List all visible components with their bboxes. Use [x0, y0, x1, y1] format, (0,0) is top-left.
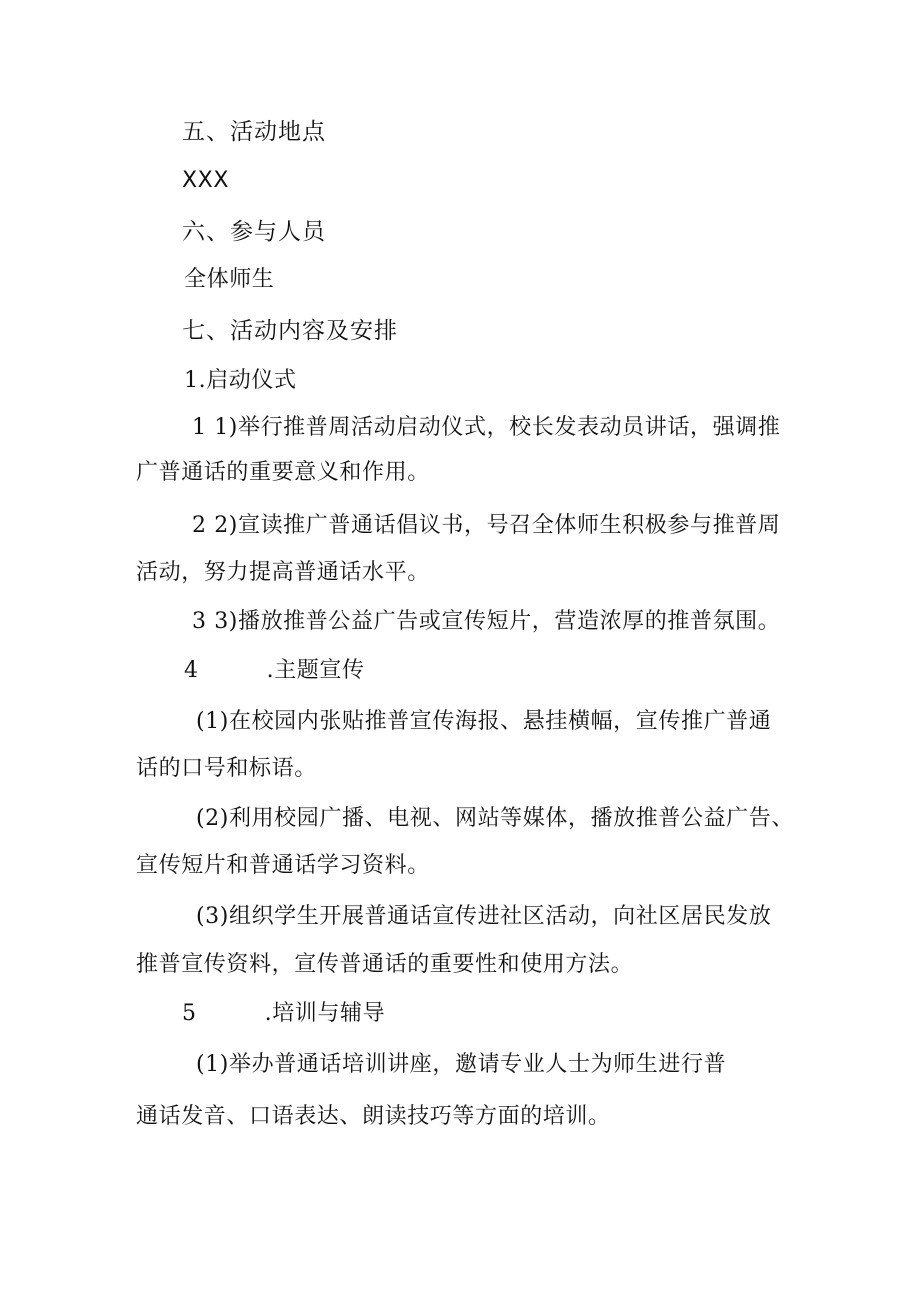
item-training-number: 5 — [182, 1001, 197, 1026]
section-6-content: 全体师生 — [184, 267, 275, 292]
launch-paragraph-1-line-1: 1 1)举行推普周活动启动仪式，校长发表动员讲话，强调推 — [192, 415, 781, 440]
launch-paragraph-3-line-1: 3 3)播放推普公益广告或宣传短片，营造浓厚的推普氛围。 — [192, 609, 781, 634]
theme-paragraph-3-line-1: (3)组织学生开展普通话宣传进社区活动，向社区居民发放 — [196, 904, 772, 929]
section-5-heading: 五、活动地点 — [182, 119, 326, 145]
training-paragraph-1-line-2: 通话发音、口语表达、朗读技巧等方面的培训。 — [136, 1104, 611, 1129]
training-paragraph-1-line-1: (1)举办普通话培训讲座，邀请专业人士为师生进行普 — [196, 1052, 727, 1077]
item-training-label: .培训与辅导 — [264, 1001, 386, 1026]
theme-paragraph-2-line-1: (2)利用校园广播、电视、网站等媒体，播放推普公益广告、 — [196, 806, 794, 831]
section-6-heading: 六、参与人员 — [182, 219, 326, 245]
item-theme-label: .主题宣传 — [266, 658, 365, 683]
theme-paragraph-1-line-2: 话的口号和标语。 — [136, 756, 317, 781]
item-launch-title: 1.启动仪式 — [184, 368, 297, 393]
section-5-content: XXX — [182, 168, 230, 193]
section-7-heading: 七、活动内容及安排 — [182, 318, 398, 344]
item-training-title — [182, 999, 385, 1029]
theme-paragraph-3-line-2: 推普宣传资料，宣传普通话的重要性和使用方法。 — [136, 952, 634, 977]
theme-paragraph-2-line-2: 宣传短片和普通话学习资料。 — [136, 853, 430, 878]
item-theme-title — [184, 656, 365, 686]
launch-paragraph-1-line-2: 广普通话的重要意义和作用。 — [136, 460, 430, 485]
item-theme-number: 4 — [184, 658, 199, 683]
launch-paragraph-2-line-1: 2 2)宣读推广普通话倡议书，号召全体师生积极参与推普周 — [192, 513, 781, 538]
launch-paragraph-2-line-2: 活动，努力提高普通话水平。 — [136, 560, 430, 585]
theme-paragraph-1-line-1: (1)在校园内张贴推普宣传海报、悬挂横幅，宣传推广普通 — [196, 709, 772, 734]
